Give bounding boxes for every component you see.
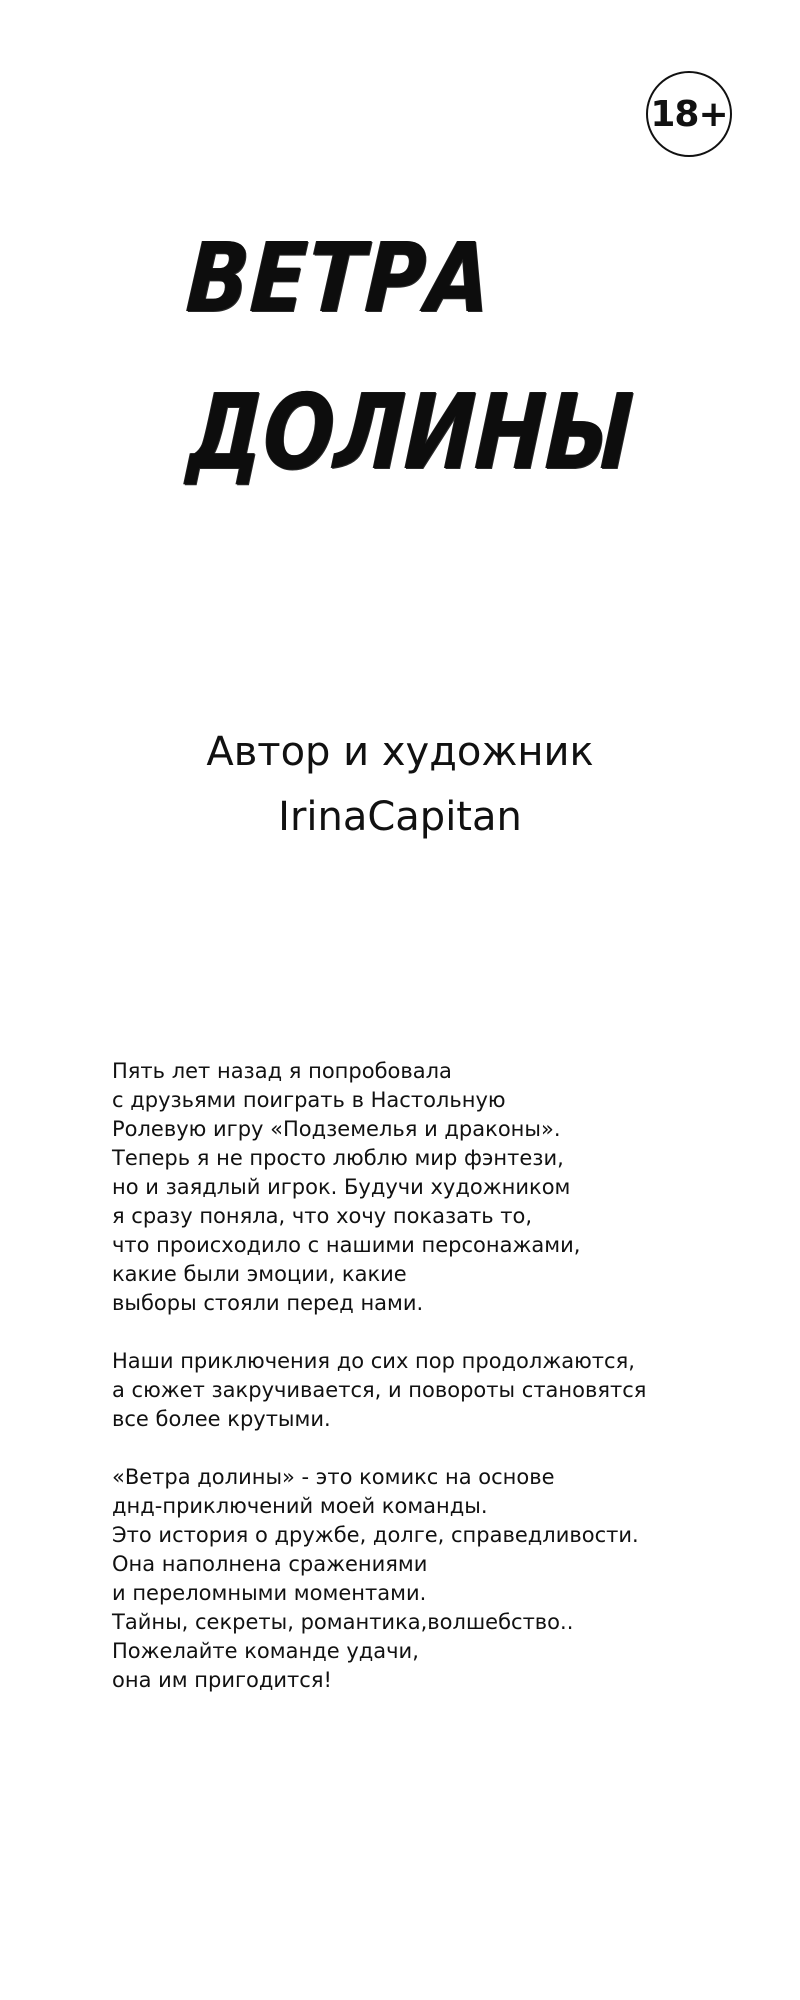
description-paragraph: Наши приключения до сих пор продолжаются, а сюжет закручивается, и повороты становятся все более крутыми.	[112, 1349, 647, 1431]
title-line-2: ДОЛИНЫ	[185, 371, 637, 493]
age-rating-label: 18+	[650, 93, 728, 135]
title-line-1: ВЕТРА	[183, 222, 496, 334]
author-name: IrinaCapitan	[278, 794, 522, 840]
comic-title	[183, 215, 640, 525]
description	[112, 1057, 752, 1695]
age-rating-badge	[646, 71, 732, 157]
author-role: Автор и художник	[206, 729, 594, 775]
description-paragraph: Пять лет назад я попробовала с друзьями поиграть в Настольную Ролевую игру «Подземелья и драконы». Теперь я не просто люблю мир фэнтези, но и заядлый игрок. Будучи художником я сразу поняла, что хочу показать то, что происходило с нашими персонажами, какие были эмоции, какие выборы стояли перед нами.	[112, 1059, 581, 1315]
description-paragraph: «Ветра долины» - это комикс на основе днд-приключений моей команды. Это история о дружбе, долге, справедливости. Она наполнена сражениями и переломными моментами. Тайны, секреты, романтика,волшебство.. Пожелайте команде удачи, она им пригодится!	[112, 1465, 639, 1692]
